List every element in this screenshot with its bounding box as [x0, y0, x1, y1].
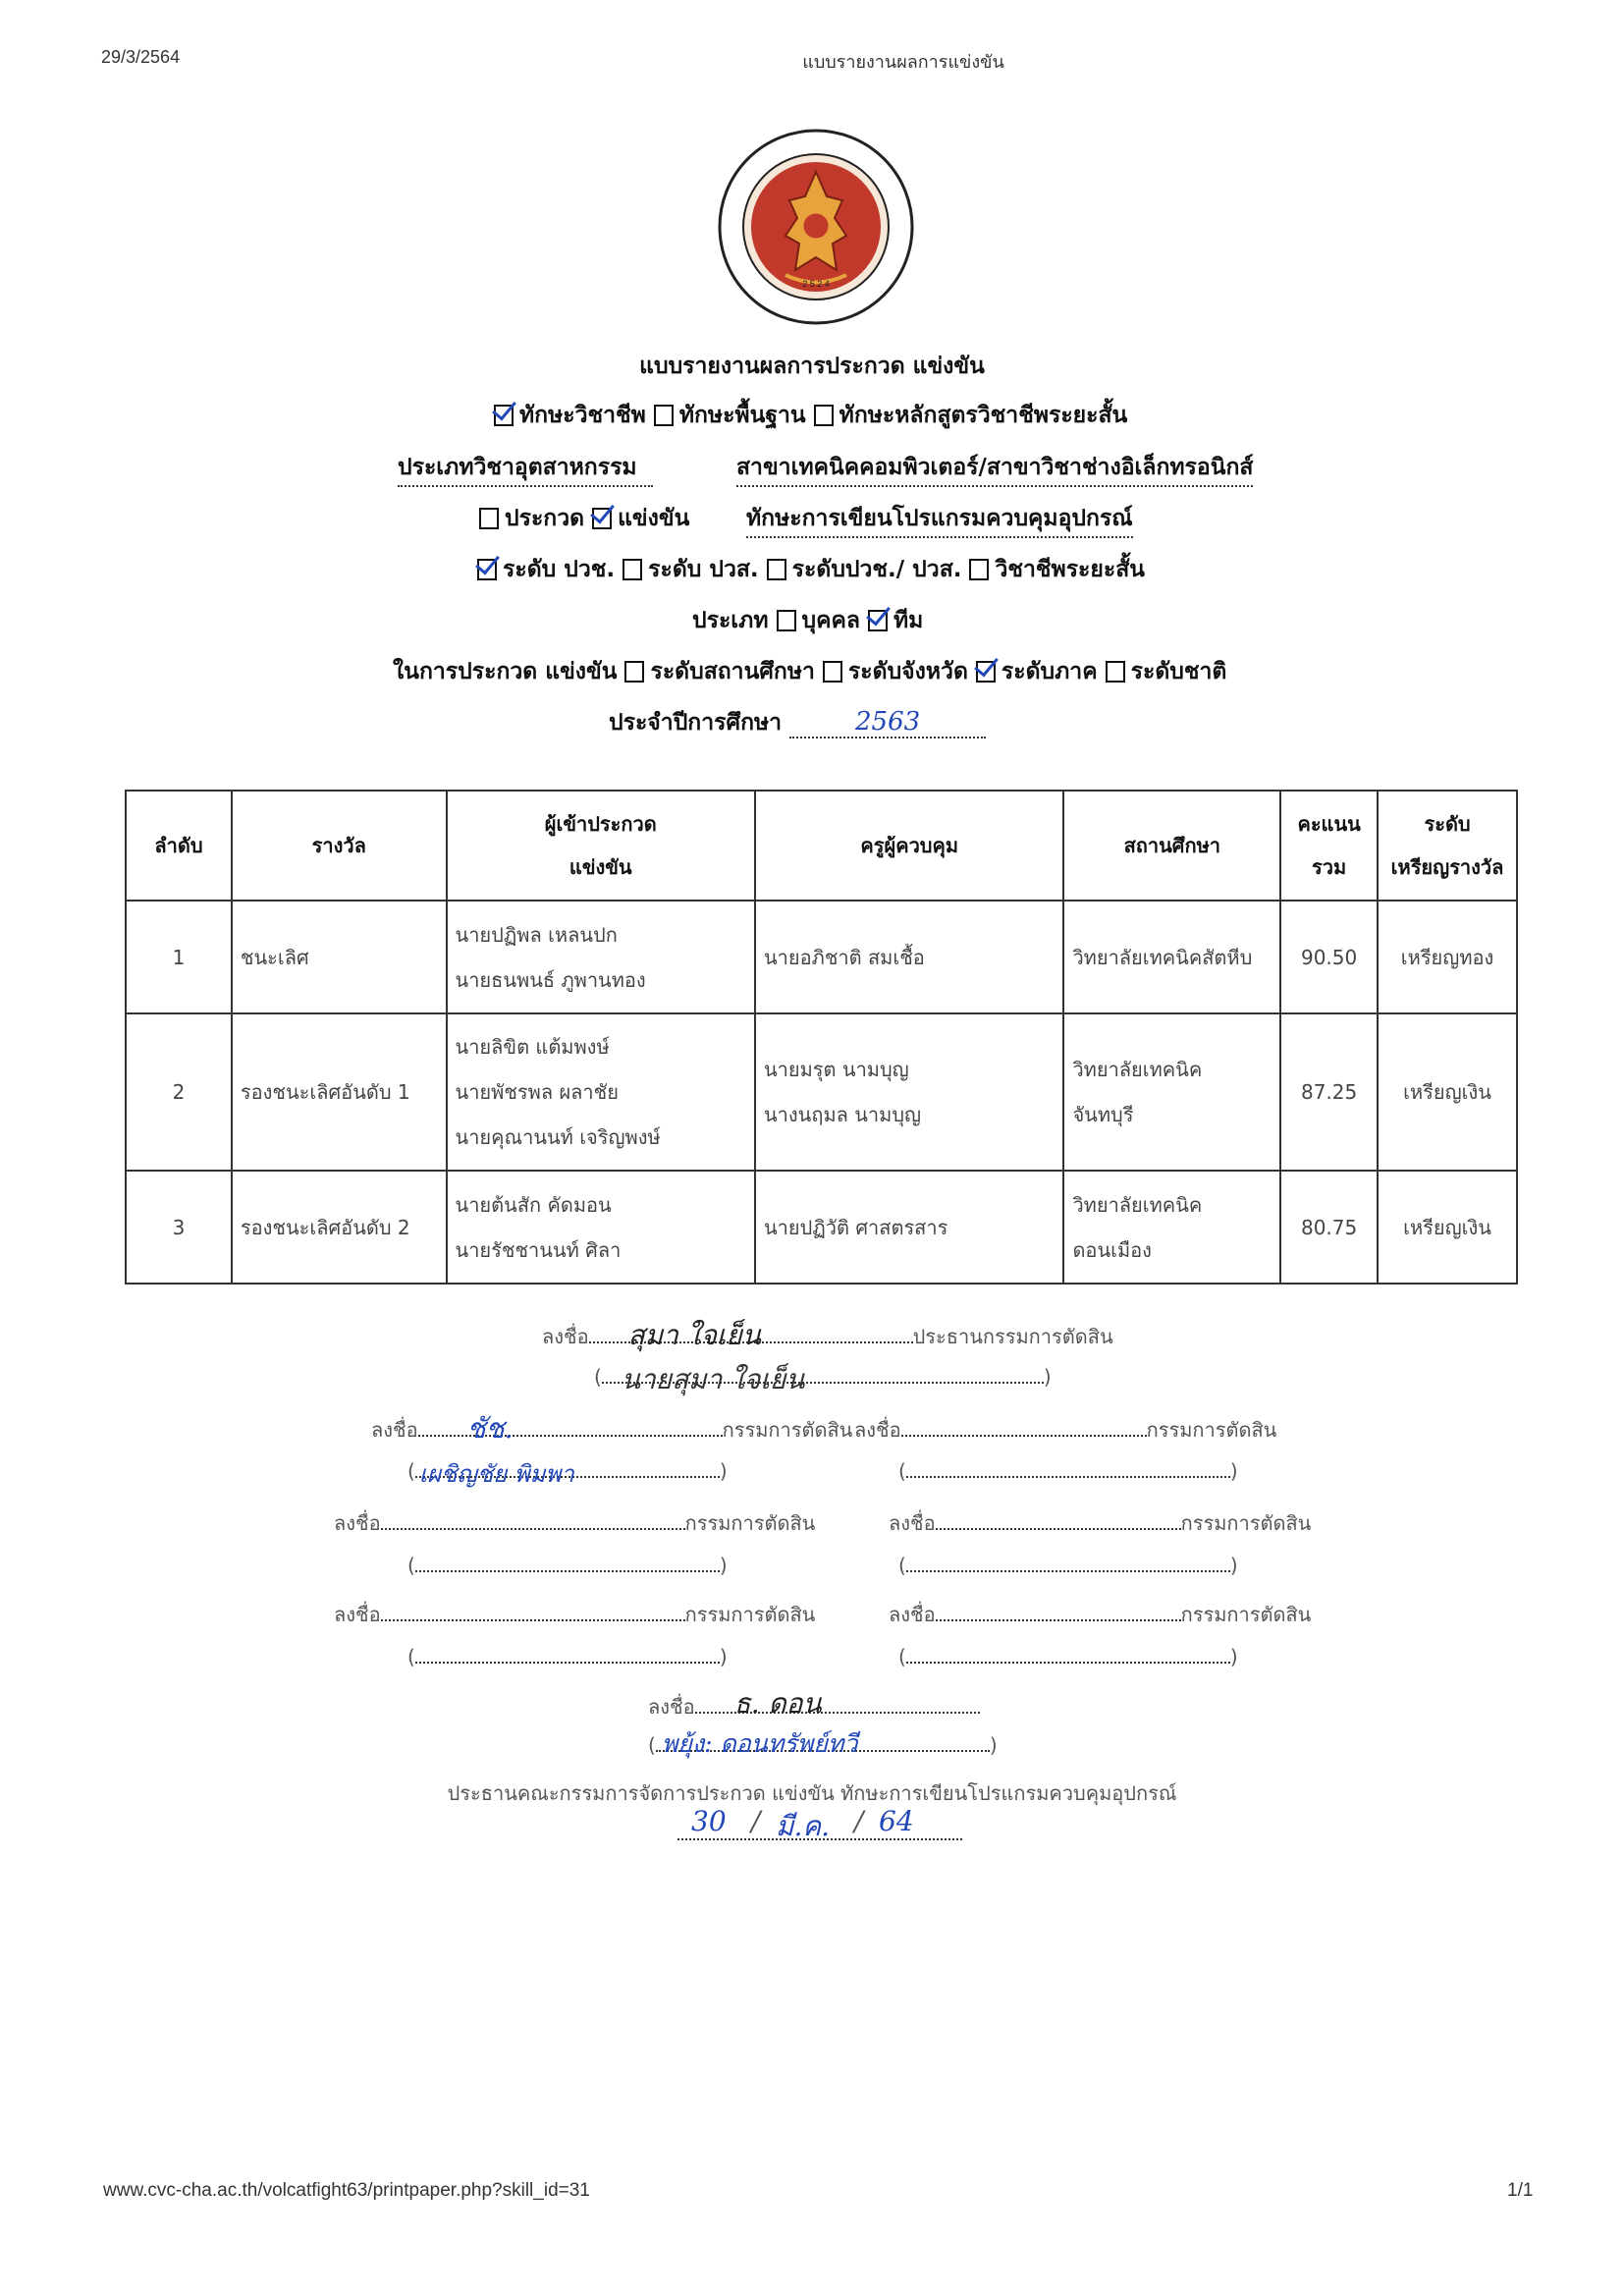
print-title: แบบรายงานผลการแข่งขัน — [802, 52, 1004, 72]
form-title: แบบรายงานผลการประกวด แข่งขัน — [639, 354, 985, 379]
skill-checkbox-3[interactable] — [814, 405, 834, 426]
header-no: ลำดับ — [126, 791, 232, 901]
stage-checkbox-1[interactable] — [624, 661, 644, 683]
level-checkbox-3[interactable] — [767, 559, 786, 580]
stage-checkbox-2[interactable] — [823, 661, 842, 683]
skill-name: ทักษะการเขียนโปรแกรมควบคุมอุปกรณ์ — [746, 501, 1133, 538]
print-date: 29/3/2564 — [101, 47, 181, 67]
header-school: สถานศึกษา — [1063, 791, 1280, 901]
judge2-name-row: ( ) — [407, 1554, 728, 1577]
stage-line: ในการประกวด แข่งขัน ระดับสถานศึกษา ระดับจังหวัด ระดับภาค ระดับชาติ — [393, 659, 1227, 684]
judge1-name-row: ( เผชิญชัย พิมพา ) — [407, 1459, 728, 1488]
page-number: 1/1 — [1507, 2180, 1534, 2201]
header-contestants: ผู้เข้าประกวด แข่งขัน — [447, 791, 755, 901]
stage-checkbox-3[interactable] — [976, 661, 996, 683]
year-line — [609, 705, 986, 740]
results-table — [125, 790, 1518, 1285]
branch-label: สาขาเทคนิคคอมพิวเตอร์/สาขาวิชาช่างอิเล็กทรอนิกส์ — [736, 450, 1253, 487]
judge4-name-row: ( ) — [898, 1459, 1238, 1483]
table-row: 2 รองชนะเลิศอันดับ 1 นายลิขิต แต้มพงษ์ นายพัชรพล ผลาชัย นายคุณานนท์ เจริญพงษ์ นายมรุต นามบุญ นางนฤมล นามบุญ วิทยาลัยเทคนิค จันทบุรี 87.25 เหรียญเงิน — [126, 1013, 1517, 1171]
header-medal: ระดับ เหรียญรางวัล — [1378, 791, 1517, 901]
level-checkbox-1[interactable] — [477, 559, 497, 580]
header-award: รางวัล — [232, 791, 447, 901]
type-checkbox-2[interactable] — [868, 610, 888, 631]
signing-date: 30 / มี.ค. / 64 — [677, 1809, 962, 1846]
vocational-commission-logo — [717, 128, 915, 326]
judge6-sign-row: ลงชื่อ กรรมการตัดสิน — [889, 1603, 1312, 1626]
contest-line: ประกวด แข่งขัน — [471, 501, 689, 536]
skill-name-line — [746, 501, 1133, 538]
organizer-signature: ธ. ดอน — [733, 1687, 822, 1720]
chair-name-row: ( นายสุมา ใจเย็น ) — [594, 1363, 1052, 1395]
organizer-sign-row: ลงชื่อ ธ. ดอน — [648, 1691, 980, 1722]
level-checkbox-4[interactable] — [969, 559, 989, 580]
contest-checkbox-1[interactable] — [479, 508, 499, 529]
level-checkbox-2[interactable] — [623, 559, 642, 580]
table-row: 1 ชนะเลิศ นายปฏิพล เหลนปก นายธนพนธ์ ภูพานทอง นายอภิชาติ สมเชื้อ วิทยาลัยเทคนิคสัตหีบ 90.50 เหรียญทอง — [126, 901, 1517, 1013]
type-line: ประเภท บุคคล ทีม — [692, 608, 924, 633]
judge1-sign-row: ลงชื่อ ชัช. กรรมการตัดสิน — [371, 1414, 852, 1446]
judge3-sign-row: ลงชื่อ กรรมการตัดสิน — [334, 1603, 816, 1626]
judge6-name-row: ( ) — [898, 1645, 1238, 1668]
branch-line — [736, 450, 1253, 487]
judge4-sign-row: ลงชื่อ กรรมการตัดสิน — [854, 1418, 1277, 1442]
header-teachers: ครูผู้ควบคุม — [755, 791, 1063, 901]
stage-checkbox-4[interactable] — [1106, 661, 1125, 683]
skill-type-line: ทักษะวิชาชีพ ทักษะพื้นฐาน ทักษะหลักสูตรวิชาชีพระยะสั้น — [486, 398, 1127, 433]
skill-checkbox-1[interactable] — [494, 405, 514, 426]
page-url: www.cvc-cha.ac.th/volcatfight63/printpaper.php?skill_id=31 — [103, 2180, 590, 2201]
judge5-name-row: ( ) — [898, 1554, 1238, 1577]
type-checkbox-1[interactable] — [777, 610, 796, 631]
judge2-sign-row: ลงชื่อ กรรมการตัดสิน — [334, 1511, 816, 1535]
skill-checkbox-2[interactable] — [654, 405, 674, 426]
logo-year: 2 5 2 4 — [802, 279, 830, 289]
level-line: ระดับ ปวช. ระดับ ปวส. ระดับปวช./ ปวส. วิชาชีพระยะสั้น — [469, 552, 1145, 587]
judge1-signature: ชัช. — [466, 1412, 514, 1445]
table-row: 3 รองชนะเลิศอันดับ 2 นายต้นสัก คัดมอน นายรัชชานนท์ ศิลา นายปฏิวัติ ศาสตรสาร วิทยาลัยเทคนิค ดอนเมือง 80.75 เหรียญเงิน — [126, 1171, 1517, 1284]
chair-signature: สุมา ใจเย็น — [627, 1319, 761, 1351]
category-label: ประเภทวิชาอุตสาหกรรม — [398, 450, 653, 487]
table-header-row — [126, 791, 1517, 901]
organizer-name-row: ( พยุ้ง: ดอนทรัพย์ทวี ) — [648, 1729, 998, 1758]
year-value: 2563 — [789, 707, 986, 738]
judge5-sign-row: ลงชื่อ กรรมการตัดสิน — [889, 1511, 1312, 1535]
header-score: คะแนน รวม — [1280, 791, 1378, 901]
organizer-role: ประธานคณะกรรมการจัดการประกวด แข่งขัน ทักษะการเขียนโปรแกรมควบคุมอุปกรณ์ — [447, 1781, 1177, 1805]
judge3-name-row: ( ) — [407, 1645, 728, 1668]
year-label: ประจำปีการศึกษา — [609, 710, 783, 736]
contest-checkbox-2[interactable] — [592, 508, 612, 529]
chair-sign-row: ลงชื่อ สุมา ใจเย็น ประธานกรรมการตัดสิน — [542, 1321, 1113, 1352]
category-line — [398, 450, 653, 487]
